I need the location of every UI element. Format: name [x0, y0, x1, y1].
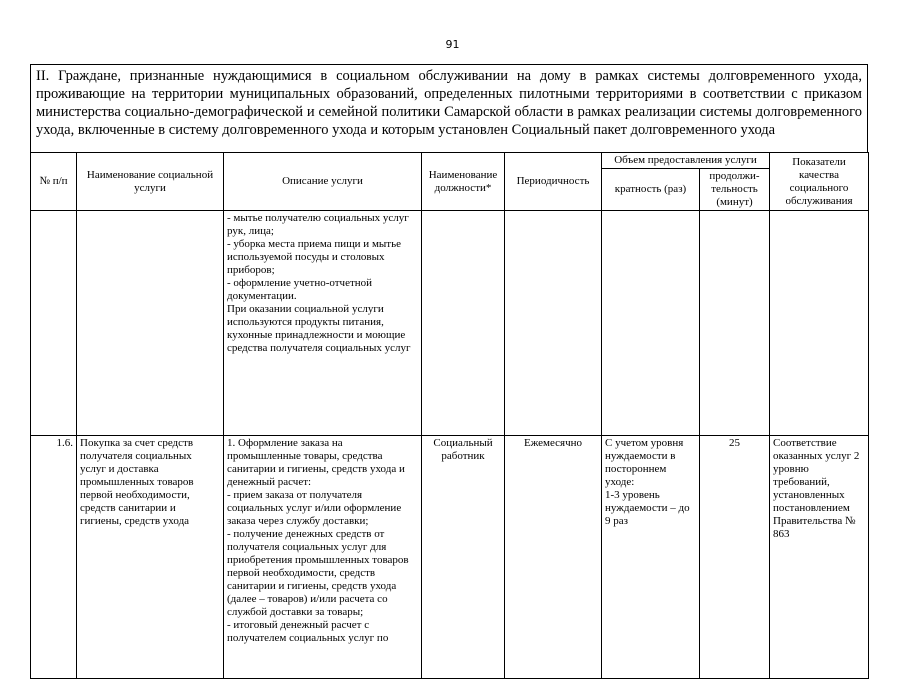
- header-quality: Показатели качества социального обслуживания: [770, 153, 869, 211]
- row-position-cell: Социальный работник: [422, 436, 505, 679]
- header-num: № п/п: [31, 153, 77, 211]
- header-service-name: Наименование социальной услуги: [77, 153, 224, 211]
- table-row-continuation: [31, 211, 869, 436]
- cont-multiplicity-cell: [602, 211, 700, 436]
- table-row-1-6: [31, 436, 869, 679]
- cont-quality-cell: [770, 211, 869, 436]
- section-title: II. Граждане, признанные нуждающимися в социальном обслуживании на дому в рамках системы долговременного ухода, проживающие на территории муниципальных образований, определенных пилотными территориями в соответствии с приказом министерства социально-демографической и семейной политики Самарской области в рамках реализации системы долговременного ухода, включенные в систему долговременного ухода и которым установлен Социальный пакет долговременного ухода: [30, 64, 868, 152]
- header-duration: продолжи-тельность (минут): [700, 169, 770, 211]
- row-num-cell: 1.6.: [31, 436, 77, 679]
- row-multiplicity-cell: С учетом уровня нуждаемости в постороннем уходе: 1-3 уровень нуждаемости – до 9 раз: [602, 436, 700, 679]
- services-table: [30, 152, 869, 679]
- row-description-cell: 1. Оформление заказа на промышленные товары, средства санитарии и гигиены, средств ухода и денежный расчет: - прием заказа от получателя социальных услуг и/или оформление заказа через службу доставки; - получение денежных средств от получателя социальных услуг для приобретения промышленных товаров первой необходимости, средств санитарии и гигиены, средств ухода (далее – товаров) и/или расчета со службой доставки за товары; - итоговый денежный расчет с получателем социальных услуг по: [224, 436, 422, 679]
- header-row: [31, 153, 869, 169]
- page-number: 91: [445, 38, 460, 51]
- header-volume: Объем предоставления услуги: [602, 153, 770, 169]
- header-multiplicity: кратность (раз): [602, 169, 700, 211]
- cont-duration-cell: [700, 211, 770, 436]
- cont-position-cell: [422, 211, 505, 436]
- cont-description-cell: - мытье получателю социальных услуг рук, лица; - уборка места приема пищи и мытье используемой посуды и столовых приборов; - оформление учетно-отчетной документации. При оказании социальной услуги используются продукты питания, кухонные принадлежности и моющие средства получателя социальных услуг: [224, 211, 422, 436]
- header-periodicity: Периодичность: [505, 153, 602, 211]
- cont-service-cell: [77, 211, 224, 436]
- header-position: Наименование должности*: [422, 153, 505, 211]
- row-duration-cell: 25: [700, 436, 770, 679]
- header-description: Описание услуги: [224, 153, 422, 211]
- row-service-name-cell: Покупка за счет средств получателя социальных услуг и доставка промышленных товаров первой необходимости, средств санитарии и гигиены, средств ухода: [77, 436, 224, 679]
- cont-periodicity-cell: [505, 211, 602, 436]
- row-quality-cell: Соответствие оказанных услуг 2 уровню требований, установленных постановлением Правительства № 863: [770, 436, 869, 679]
- row-periodicity-cell: Ежемесячно: [505, 436, 602, 679]
- cont-num-cell: [31, 211, 77, 436]
